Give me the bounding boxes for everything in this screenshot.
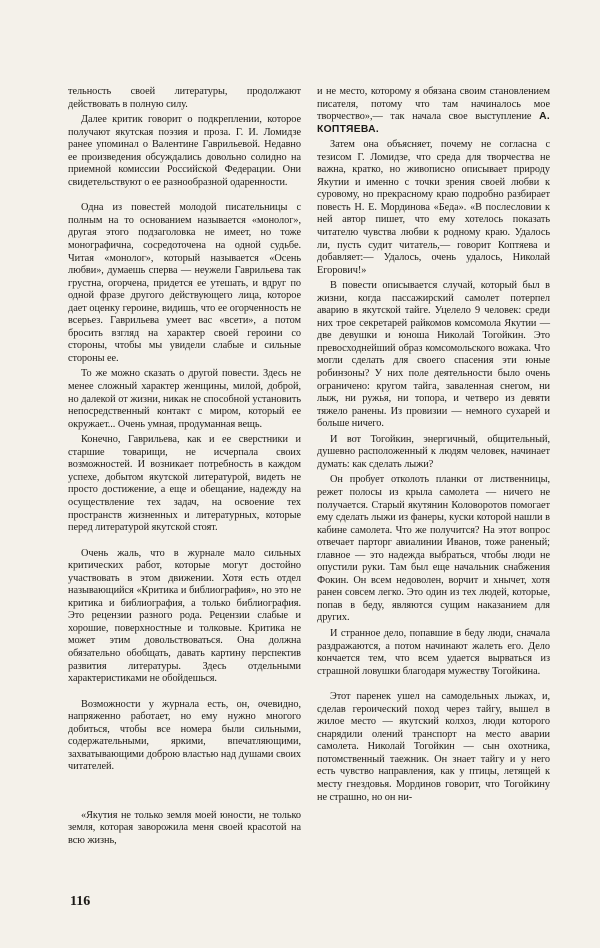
paragraph: Одна из повестей молодой писательницы с полным на то основанием называется «монолог», другая этого подзаголовка не имеет, но тоже монографична, сосредоточена на одной судьбе. Читая «монолог», который называется «Осень любви», думаешь сперва — неужели Гаврильева так грустна, огорчена, придется ее утешать, и вдруг по одной фразе другого действующего лица, которое дает оценку героине, видишь, что ее огорченность не всерьез. Гаврильева умеет вас «всети», а потом бросить взгляд на характер своей героини со стороны, чтобы мы увидели слабые и сильные стороны ее. [68,202,301,364]
paragraph: Возможности у журнала есть, он, очевидно, напряженно работает, но ему нужно многого добиться, чтобы все номера были сильными, содержательными, яркими, впечатляющими, захватывающими доброю властью над душами своих читателей. [68,698,301,773]
paragraph-text: и не место, которому я обязана своим становлением писателя, потому что там начиналось мое творчество»,— так начала свое выступление [317,86,550,123]
paragraph: И странное дело, попавшие в беду люди, сначала раздражаются, а потом начинают жалеть его. Дело кончается тем, что всем удается вырваться из страшной ловушки благодаря мужеству Тогойкина. [317,627,550,677]
paragraph: Конечно, Гаврильева, как и ее сверстники и старшие товарищи, не исчерпала своих возможностей. И возникает потребность в каждом успехе, добытом якутской литературой, видеть не просто достижение, а еще и обещание, надежду на осуществление тех задач, на освоение тех пространств жизненных и литературных, которые перед литературой якутской стоят. [68,434,301,534]
paragraph: И вот Тогойкин, энергичный, общительный, душевно расположенный к людям человек, начинает думать: как сделать лыжи? [317,433,550,470]
paragraph: тельность своей литературы, продолжают действовать в полную силу. [68,86,301,110]
paragraph: Он пробует отколоть планки от лиственницы, режет полосы из крыла самолета — ничего не получается. Старый якутянин Коловоротов помогает ему сделать лыжи из фанеры, куски которой нашли в кабине самолета. Что же получится? На этот вопрос отвечает парторг авиалинии Иванов, тоже раненый; главное — это надежда выбраться, чтобы люди не опустили руки. Там был еще начальник снабжения Фокин. Он всем недоволен, ворчит и хнычет, хотя ранен совсем легко. Это один из тех людей, которые, попав в беду, являются сущим наказанием для других. [317,474,550,624]
paragraph: То же можно сказать о другой повести. Здесь не менее сложный характер женщины, милой, доброй, но далекой от жизни, никак не способной установить непосредственный контакт с миром, который ее окружает... Очень умная, продуманная вещь. [68,368,301,430]
paragraph: Очень жаль, что в журнале мало сильных критических работ, которые могут достойно участвовать в этом движении. Хотя есть отдел называющийся «Критика и библиография», но это не критика и библиография, а только библиография. Это рецензии разного рода. Рецензии слабые и хорошие, поверхностные и толковые. Критика не может этим довольствоваться. Она должна обязательно обобщать, давать картину перспектив развития литературы. Здесь отдельными характеристиками не обойдешься. [68,547,301,685]
left-column [68,86,301,848]
quote-paragraph: «Якутия не только земля моей юности, не только земля, которая заворожила меня своей красотой на всю жизнь, [68,809,301,846]
paragraph: Далее критик говорит о подкреплении, которое получают якутская поэзия и проза. Г. И. Ломидзе ранее упоминал о Валентине Гаврильевой. Недавно ее произведения обсуждались довольно солидно на приемной комиссии Российской Федерации. Они свидетельствуют о ее разнообразной одаренности. [68,114,301,188]
author-name: А. КОПТЯЕВА. [317,111,550,135]
paragraph: Затем она объясняет, почему не согласна с тезисом Г. Ломидзе, что среда для творчества не важна, кратко, но живописно описывает природу Якутии и именно с точки зрения своей любви к суровому, но прекрасному краю подробно разбирает повесть Н. Е. Мординова «Беда». «В послесловии к ней автор пишет, что ему хотелось показать читателю чувства любви к родному краю. Удалось ли, пусть судит читатель,— говорит Коптяева и добавляет:— Удалось, очень удалось, Николай Егорович!» [317,139,550,276]
paragraph-with-author [317,86,550,136]
page-number: 116 [70,894,91,909]
right-column [317,86,550,804]
paragraph: В повести описывается случай, который был в жизни, когда пассажирский самолет потерпел аварию в якутской тайге. Уцелело 9 человек: среди них трое секретарей райкомов комсомола Якутии — две девушки и юноша Николай Тогойкин. Это превосходнейший образ комсомольского вожака. Что могли сделать для своего спасения эти юные робинзоны? У них поле деятельности было очень ограничено: кругом тайга, заваленная снегом, ни лыж, ни ружья, ни топора, и четверо из девяти тяжело ранены. Из провизии — немного сухарей и больше ничего. [317,280,550,430]
paragraph: Этот паренек ушел на самодельных лыжах, и, сделав героический поход через тайгу, вышел в жилое место — якутский колхоз, люди которого снарядили олений транспорт на место аварии самолета. Николай Тогойкин — сын охотника, потомственный таежник. Он знает тайгу и у него есть чувство направления, как у птицы, летящей к месту гнездовья. Мординов говорит, что Тогойкину не страшно, но он ни- [317,691,550,803]
